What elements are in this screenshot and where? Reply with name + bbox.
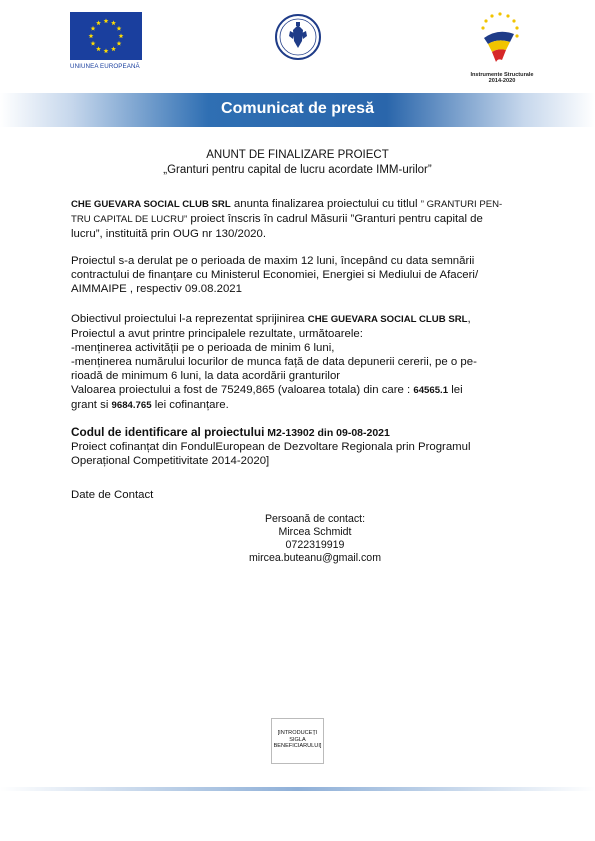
footer-divider (0, 787, 595, 791)
eu-logo (70, 12, 142, 70)
contact-email[interactable]: mircea.buteanu@gmail.com (248, 552, 382, 564)
eu-star-icon (96, 20, 101, 25)
eu-star-icon (89, 33, 94, 38)
paragraph-project-code: Codul de identificare al proiectului M2-13902 din 09-08-2021 Proiect cofinanțat din FondulEuropean de Dezvoltare Regionala prin Programul Operațional Competitivitate 2014-2020] (71, 425, 471, 467)
is-caption-line2: 2014-2020 (488, 78, 516, 84)
banner-title: Comunicat de presă (221, 100, 374, 117)
announcement-title: ANUNT DE FINALIZARE PROIECT (206, 149, 389, 161)
contact-phone: 0722319919 (285, 539, 345, 551)
eu-caption: UNIUNEA EUROPEANĂ (70, 63, 140, 70)
government-of-romania-logo (273, 14, 323, 60)
eu-star-icon (104, 48, 109, 53)
cofinancing-value: 9684.765 (111, 400, 152, 411)
structural-instruments-logo (462, 10, 542, 84)
structural-instruments-icon (470, 10, 534, 66)
grant-value: 64565.1 (413, 385, 449, 396)
eu-star-icon (104, 18, 109, 23)
contact-name: Mircea Schmidt (278, 526, 352, 538)
eu-flag-icon (70, 12, 142, 60)
paragraph-duration: Proiectul s-a derulat pe o perioada de maxim 12 luni, începând cu data semnării contractului de finanțare cu Ministerul Economiei, Energiei si Mediului de Afaceri/ AIMMAIPE , respectiv 09.08.2021 (71, 255, 479, 295)
company-name: CHE GUEVARA SOCIAL CLUB SRL (71, 199, 231, 210)
eu-star-icon (111, 20, 116, 25)
eu-star-icon (91, 26, 96, 31)
contact-label: Persoană de contact: (264, 513, 366, 525)
paragraph-project-title: CHE GUEVARA SOCIAL CLUB SRL anunta finalizarea proiectului cu titlul ” GRANTURI PEN- TRU CAPITAL DE LUCRU” proiect înscris în cadrul Măsurii ”Granturi pentru capital de lucru”, instituită prin OUG nr 130/2020. (71, 198, 503, 240)
is-caption-line1: Instrumente Structurale (470, 72, 534, 78)
eu-star-icon (96, 46, 101, 51)
eu-star-icon (91, 41, 96, 46)
announcement-subtitle: „Granturi pentru capital de lucru acordate IMM-urilor” (163, 164, 432, 176)
company-name: CHE GUEVARA SOCIAL CLUB SRL (307, 314, 468, 325)
eu-star-icon (119, 33, 124, 38)
eu-star-icon (117, 41, 122, 46)
beneficiary-logo-placeholder: [INTRODUCEȚI SIGLA BENEFICIARULUI] (271, 718, 324, 764)
paragraph-objectives: Obiectivul proiectului l-a reprezentat sprijinirea CHE GUEVARA SOCIAL CLUB SRL, Proiectul a avut printre principalele rezultate, următoarele: -menținerea activității pe o perioada de minim 6 luni, -menținerea numărului locurilor de munca față de data depunerii cererii, pe o pe- rioadă de minimum 6 luni, la data acordării granturilor Valoarea proiectului a fost de 75249,865 (valoarea totala) din care : 64565.1 lei grant si 9684.765 lei cofinanțare. (71, 313, 477, 411)
contact-heading: Date de Contact (71, 489, 154, 501)
project-code-value: M2-13902 din 09-08-2021 (264, 427, 390, 439)
contact-block (0, 513, 595, 565)
project-code-label: Codul de identificare al proiectului (71, 425, 265, 439)
eu-star-icon (117, 26, 122, 31)
eu-star-icon (111, 46, 116, 51)
